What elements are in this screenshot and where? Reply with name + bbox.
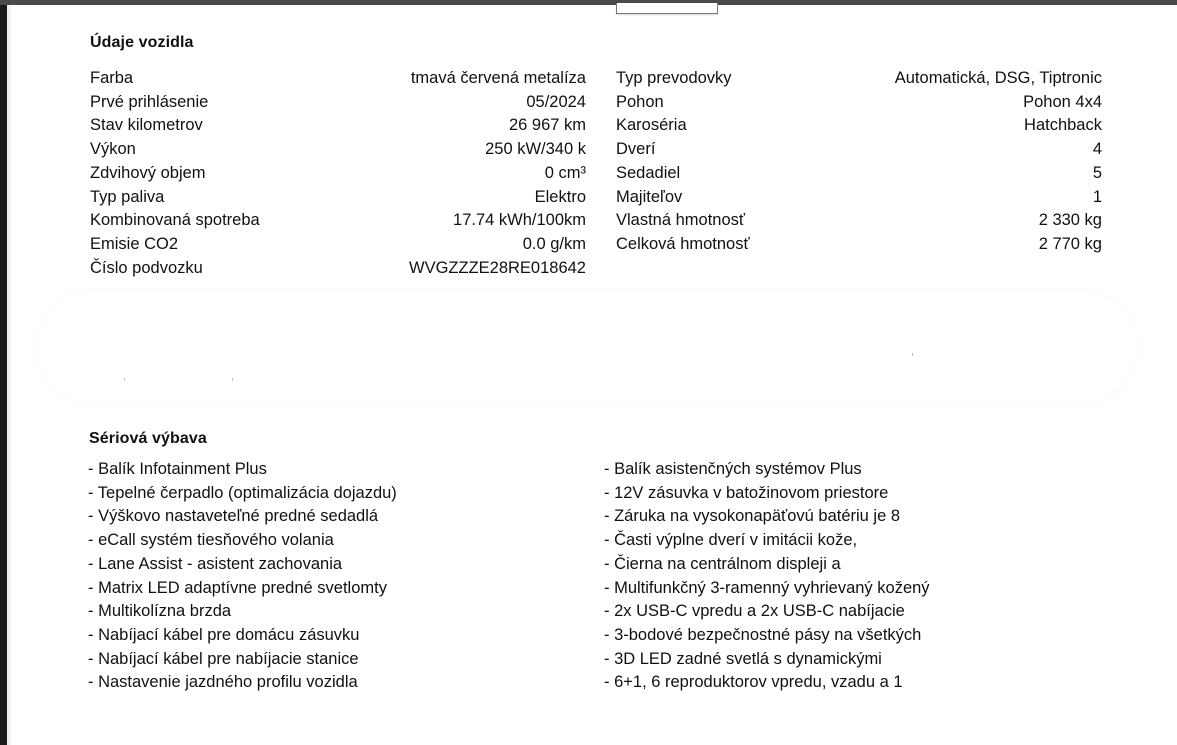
spec-row-displacement <box>90 162 586 186</box>
spec-row-transmission <box>616 67 1102 91</box>
vehicle-specs-left <box>90 67 586 280</box>
spec-label: Farba <box>90 69 134 87</box>
spec-label: Typ paliva <box>90 187 165 206</box>
spec-label: Majiteľov <box>616 187 683 206</box>
page-edge-shadow <box>7 5 11 745</box>
spec-row-fuel-type <box>90 186 586 210</box>
spec-label: Emisie CO2 <box>90 234 179 253</box>
spec-label: Celková hmotnosť <box>616 234 750 253</box>
equipment-item: - Časti výplne dverí v imitácii kože, <box>604 531 858 550</box>
spec-label: Typ prevodovky <box>616 69 732 87</box>
spec-row-drive <box>616 91 1102 115</box>
spec-value: 4 <box>1092 140 1102 159</box>
spec-row-gross-weight <box>616 233 1102 257</box>
equipment-item: - Nastavenie jazdného profilu vozidla <box>88 673 358 692</box>
spec-value: Hatchback <box>1024 116 1102 135</box>
equipment-item: - Nabíjací kábel pre domácu zásuvku <box>88 625 360 644</box>
spec-value: 2 770 kg <box>1038 234 1102 253</box>
spec-value: tmavá červená metalíza <box>410 69 586 87</box>
equipment-item: - 6+1, 6 reproduktorov vpredu, vzadu a 1 <box>604 673 903 692</box>
equipment-item: - Čierna na centrálnom displeji a <box>604 554 841 573</box>
spec-value: 17.74 kWh/100km <box>453 211 586 230</box>
spec-value: 26 967 km <box>508 116 586 135</box>
spec-row-body <box>616 114 1102 138</box>
equipment-item: - Lane Assist - asistent zachovania <box>88 554 343 573</box>
equipment-item: - Multikolízna brzda <box>88 602 232 621</box>
spec-row-power <box>90 138 586 162</box>
equipment-item: - 12V zásuvka v batožinovom priestore <box>604 483 889 502</box>
vehicle-data-heading: Údaje vozidla <box>90 34 194 51</box>
spec-label: Prvé prihlásenie <box>90 92 209 111</box>
spec-label: Sedadiel <box>616 163 681 182</box>
viewer-top-bar <box>0 0 1177 5</box>
equipment-item: - 2x USB-C vpredu a 2x USB-C nabíjacie <box>604 602 905 621</box>
spec-value: 0.0 g/km <box>522 234 586 253</box>
scan-speck <box>232 378 233 381</box>
equipment-item: - Výškovo nastaveteľné predné sedadlá <box>88 507 379 526</box>
equipment-item: - eCall systém tiesňového volania <box>88 531 334 550</box>
spec-value: 250 kW/340 k <box>485 140 586 159</box>
spec-row-vin <box>90 257 586 281</box>
spec-value: 5 <box>1092 163 1102 182</box>
spec-value: 05/2024 <box>526 92 586 111</box>
equipment-item: - Multifunkčný 3-ramenný vyhrievaný kožený <box>604 578 930 597</box>
spec-value: 0 cm³ <box>544 163 586 182</box>
equipment-item: - Balík asistenčných systémov Plus <box>604 460 862 478</box>
viewer-left-edge <box>0 5 7 745</box>
equipment-item: - 3-bodové bezpečnostné pásy na všetkých <box>604 625 922 644</box>
spec-value: 2 330 kg <box>1038 211 1102 230</box>
scan-speck <box>124 378 125 381</box>
equipment-item: - Záruka na vysokonapäťovú batériu je 8 <box>604 507 901 526</box>
spec-label: Vlastná hmotnosť <box>616 211 746 230</box>
spec-row-curb-weight <box>616 209 1102 233</box>
spec-label: Dverí <box>616 140 656 159</box>
spec-label: Výkon <box>90 140 136 159</box>
equipment-item: - 3D LED zadné svetlá s dynamickými <box>604 649 882 668</box>
spec-value: 1 <box>1092 187 1102 206</box>
page-tab-marker <box>616 3 718 14</box>
equipment-item: - Tepelné čerpadlo (optimalizácia dojazdu) <box>88 483 397 502</box>
spec-row-consumption <box>90 209 586 233</box>
spec-label: Kombinovaná spotreba <box>90 211 260 230</box>
spec-label: Číslo podvozku <box>90 258 203 277</box>
spec-value: Automatická, DSG, Tiptronic <box>894 69 1102 87</box>
spec-row-co2 <box>90 233 586 257</box>
standard-equipment-heading: Sériová výbava <box>89 430 207 447</box>
spec-row-color <box>90 67 586 91</box>
spec-value: Elektro <box>534 187 586 206</box>
spec-label: Karoséria <box>616 116 687 135</box>
spec-label: Stav kilometrov <box>90 116 203 135</box>
spec-label: Pohon <box>616 92 664 111</box>
spec-row-doors <box>616 138 1102 162</box>
redacted-area <box>40 292 1135 402</box>
vehicle-specs-right <box>616 67 1102 257</box>
spec-value: Pohon 4x4 <box>1023 92 1102 111</box>
scan-speck <box>912 353 913 356</box>
spec-row-mileage <box>90 114 586 138</box>
spec-row-seats <box>616 162 1102 186</box>
spec-row-first-registration <box>90 91 586 115</box>
equipment-item: - Balík Infotainment Plus <box>88 460 267 478</box>
equipment-item: - Nabíjací kábel pre nabíjacie stanice <box>88 649 359 668</box>
spec-row-owners <box>616 186 1102 210</box>
equipment-list-right <box>604 458 930 695</box>
spec-value: WVGZZZE28RE018642 <box>409 258 586 277</box>
equipment-item: - Matrix LED adaptívne predné svetlomty <box>88 578 387 597</box>
equipment-list-left <box>88 458 397 695</box>
spec-label: Zdvihový objem <box>90 163 206 182</box>
